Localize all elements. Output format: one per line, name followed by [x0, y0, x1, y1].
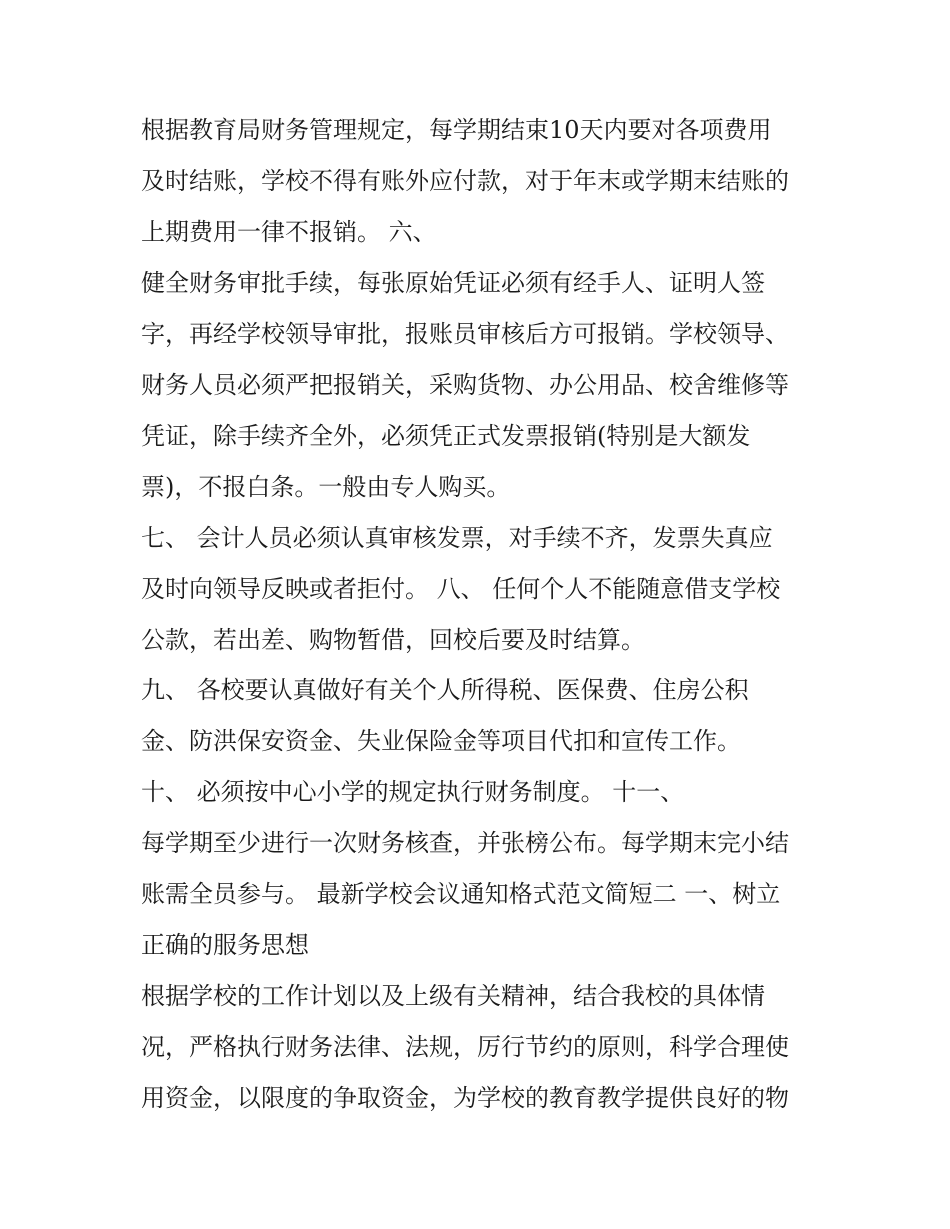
text-line: 字，再经学校领导审批，报账员审核后方可报销。学校领导、 [141, 320, 789, 348]
text-line: 财务人员必须严把报销关，采购货物、办公用品、校舍维修等 [141, 371, 789, 399]
text-line: 根据学校的工作计划以及上级有关精神，结合我校的具体情 [141, 982, 765, 1010]
text-line: 及时结账，学校不得有账外应付款，对于年末或学期末结账的 [141, 167, 789, 195]
text-line: 十、 必须按中心小学的规定执行财务制度。 十一、 [141, 778, 685, 806]
text-line: 况，严格执行财务法律、法规，厉行节约的原则，科学合理使 [141, 1033, 789, 1061]
text-line: 七、 会计人员必须认真审核发票，对手续不齐，发票失真应 [141, 524, 773, 552]
text-line: 每学期至少进行一次财务核查，并张榜公布。每学期末完小结 [141, 829, 789, 857]
text-line: 金、防洪保安资金、失业保险金等项目代扣和宣传工作。 [141, 727, 741, 755]
text-line: 公款，若出差、购物暂借，回校后要及时结算。 [141, 626, 645, 654]
text-line: 根据教育局财务管理规定，每学期结束10天内要对各项费用 [141, 116, 772, 144]
text-line: 账需全员参与。 最新学校会议通知格式范文简短二 一、树立 [141, 880, 781, 908]
text-line: 及时向领导反映或者拒付。 八、 任何个人不能随意借支学校 [141, 575, 781, 603]
text-line: 上期费用一律不报销。 六、 [141, 218, 437, 246]
text-line: 正确的服务思想 [141, 931, 309, 959]
text-line: 健全财务审批手续，每张原始凭证必须有经手人、证明人签 [141, 269, 765, 297]
text-line: 九、 各校要认真做好有关个人所得税、医保费、住房公积 [141, 676, 749, 704]
text-line: 凭证，除手续齐全外，必须凭正式发票报销(特别是大额发 [141, 422, 751, 450]
text-line: 票)，不报白条。一般由专人购买。 [141, 473, 511, 501]
text-line: 用资金，以限度的争取资金，为学校的教育教学提供良好的物 [141, 1084, 789, 1112]
